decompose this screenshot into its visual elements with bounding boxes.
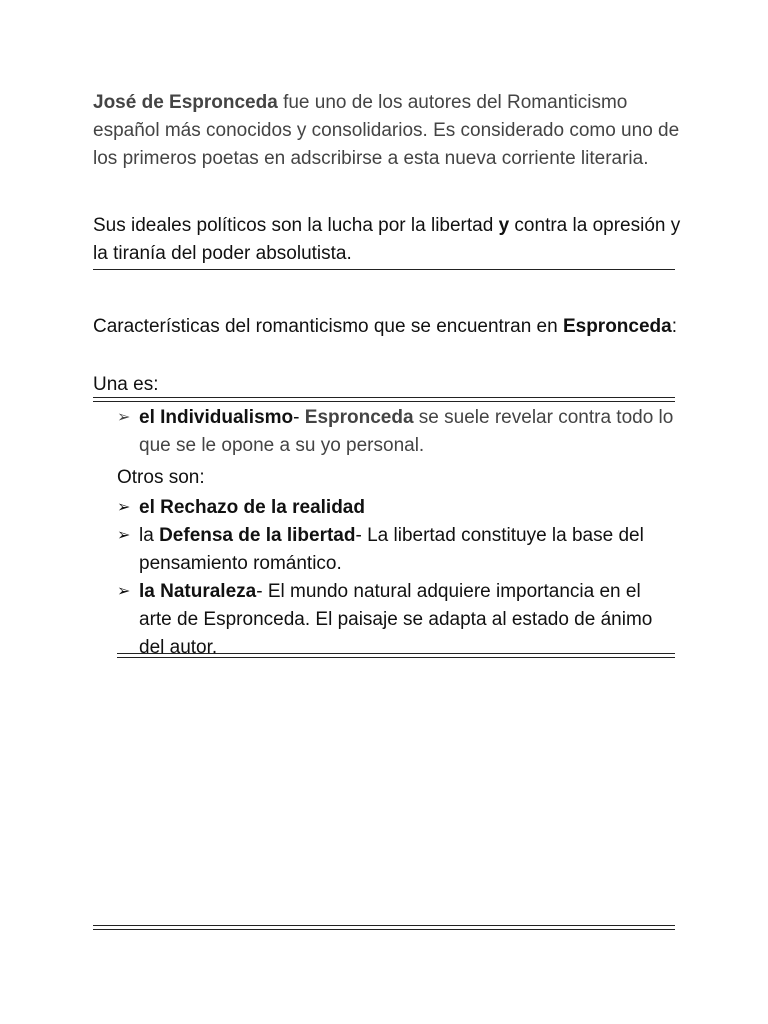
ideals-paragraph xyxy=(93,212,683,268)
item1-bold2: Espronceda xyxy=(304,407,414,428)
divider-rule xyxy=(93,269,675,270)
characteristics-list xyxy=(117,404,677,662)
ideals-text-b: contra la opresión y la tiranía del poder absolutista. xyxy=(93,215,681,264)
item3-pre: la xyxy=(139,525,160,546)
item3-text: - La libertad constituye la base del pensamiento romántico. xyxy=(139,525,644,574)
characteristics-text: Características del romanticismo que se encuentran en xyxy=(93,316,563,337)
characteristics-heading xyxy=(93,313,683,341)
characteristics-colon: : xyxy=(671,316,677,337)
otros-label: Otros son: xyxy=(117,467,205,488)
una-es-label: Una es: xyxy=(93,374,159,395)
intro-paragraph xyxy=(93,89,683,173)
list-item xyxy=(117,494,677,522)
item1-bold: el Individualismo xyxy=(139,407,294,428)
item1-text: se suele revelar contra todo lo que se le opone a su yo personal. xyxy=(139,407,674,456)
list-item xyxy=(117,522,677,578)
arrow-bullet-icon: ➢ xyxy=(117,527,131,544)
ideals-text-a: Sus ideales políticos son la lucha por la libertad xyxy=(93,215,499,236)
list-item xyxy=(117,578,677,662)
list-item xyxy=(117,404,677,460)
double-rule-top xyxy=(93,397,675,402)
intro-text: fue uno de los autores del Romanticismo español más conocidos y consolidarios. Es considerado como uno de los primeros poetas en adscribirse a esta nueva corriente literaria. xyxy=(93,92,680,169)
item4-bold: la Naturaleza xyxy=(139,581,257,602)
item2-bold: el Rechazo de la realidad xyxy=(139,497,365,518)
double-rule-list-bottom xyxy=(117,653,675,658)
characteristics-bold: Espronceda xyxy=(562,316,672,337)
double-rule-footer xyxy=(93,925,675,930)
arrow-bullet-icon: ➢ xyxy=(117,499,131,516)
author-name: José de Espronceda xyxy=(93,92,278,113)
ideals-bold: y xyxy=(498,215,510,236)
item4-text: - El mundo natural adquiere importancia en el arte de Espronceda. El paisaje se adapta al estado de ánimo del autor. xyxy=(139,581,653,658)
arrow-bullet-icon: ➢ xyxy=(117,583,131,600)
item1-dash: - xyxy=(293,407,305,428)
item3-bold: Defensa de la libertad xyxy=(159,525,356,546)
arrow-bullet-icon: ➢ xyxy=(117,409,131,426)
